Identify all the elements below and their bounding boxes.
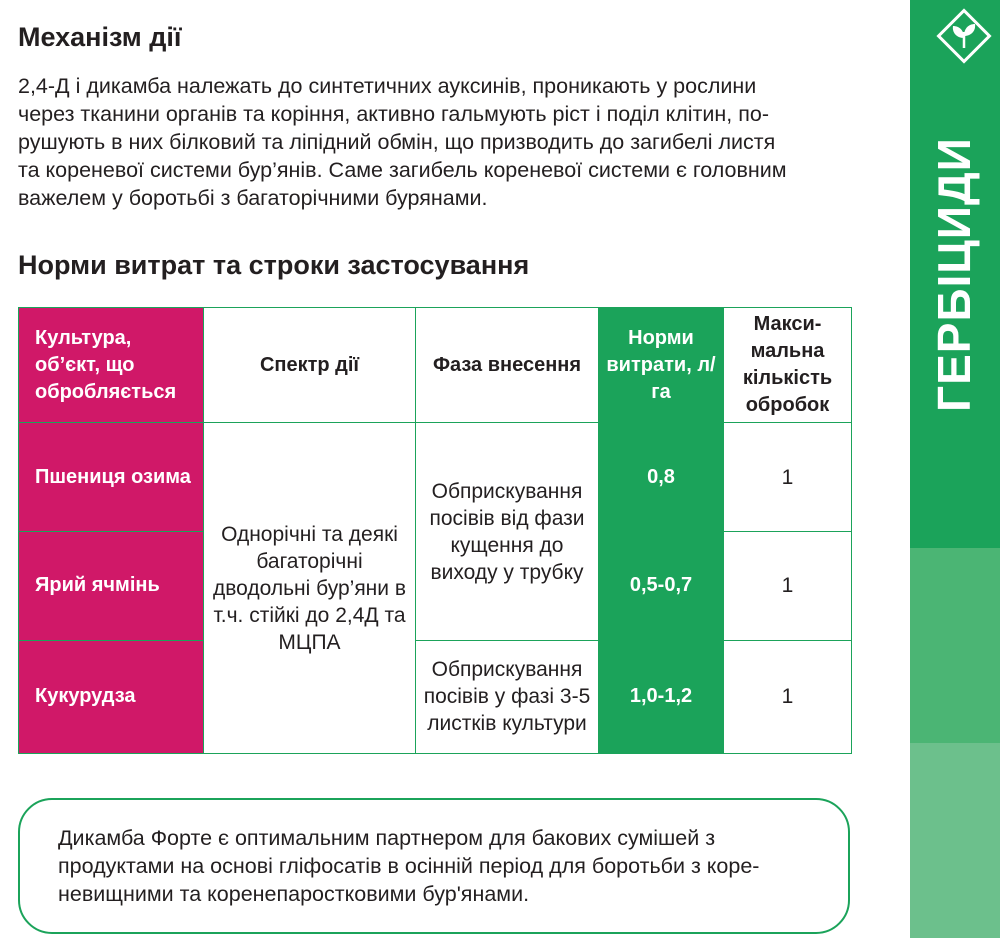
mechanism-line: через тканини органів та коріння, активно гальмують ріст і поділ клітин, по- — [18, 102, 769, 126]
section-title-rates: Норми витрат та строки застосування — [18, 250, 530, 280]
treatments-cell: 1 — [724, 640, 852, 753]
spectrum-cell: Однорічні та деякі багаторічні дводольні бур’яни в т.ч. стійкі до 2,4Д та МЦПА — [204, 423, 416, 754]
rate-cell: 1,0-1,2 — [599, 640, 724, 753]
crop-cell: Ярий ячмінь — [19, 532, 204, 641]
table-header-row — [19, 308, 852, 423]
mechanism-line: важелем у боротьбі з багаторічними бурянами. — [18, 186, 488, 210]
phase-cell: Обприскування посівів від фази кущення до виходу у трубку — [416, 423, 599, 641]
note-line: невищними та коренепаростковими бур'янами. — [58, 882, 530, 906]
header-max-treatments: Макси-мальна кількість обробок — [724, 308, 852, 423]
rate-cell: 0,5-0,7 — [599, 532, 724, 641]
mechanism-line: рушують в них білковий та ліпідний обмін, що призводить до загибелі листя — [18, 130, 776, 154]
mechanism-line: 2,4-Д і дикамба належать до синтетичних ауксинів, проникають у рослини — [18, 74, 757, 98]
sidebar-band-mid — [910, 548, 1000, 743]
treatments-cell: 1 — [724, 532, 852, 641]
note-line: продуктами на основі гліфосатів в осінній період для боротьби з коре- — [58, 854, 760, 878]
crop-cell: Пшениця озима — [19, 423, 204, 532]
header-crop: Культура, об’єкт, що обробляється — [19, 308, 204, 423]
header-rate: Норми витрати, л/га — [599, 308, 724, 423]
crop-cell: Кукурудза — [19, 640, 204, 753]
mechanism-line: та кореневої системи бур’янів. Саме загибель кореневої системи є головним — [18, 158, 787, 182]
table-row — [19, 423, 852, 532]
note-line: Дикамба Форте є оптимальним партнером для бакових сумішей з — [58, 826, 716, 850]
section-title-mechanism: Механізм дії — [18, 22, 182, 52]
header-phase: Фаза внесення — [416, 308, 599, 423]
mechanism-paragraph — [18, 72, 848, 212]
phase-cell: Обприскування посівів у фазі 3-5 листків культури — [416, 640, 599, 753]
rate-cell: 0,8 — [599, 423, 724, 532]
tank-mix-note — [18, 798, 850, 934]
category-sidebar — [910, 0, 1000, 938]
application-rates-table — [18, 307, 852, 754]
treatments-cell: 1 — [724, 423, 852, 532]
header-spectrum: Спектр дії — [204, 308, 416, 423]
sidebar-label: ГЕРБІЦИДИ — [928, 137, 980, 412]
note-text — [58, 824, 838, 908]
leaf-diamond-icon — [934, 6, 994, 66]
table-row — [19, 640, 852, 753]
sidebar-band-light — [910, 743, 1000, 938]
